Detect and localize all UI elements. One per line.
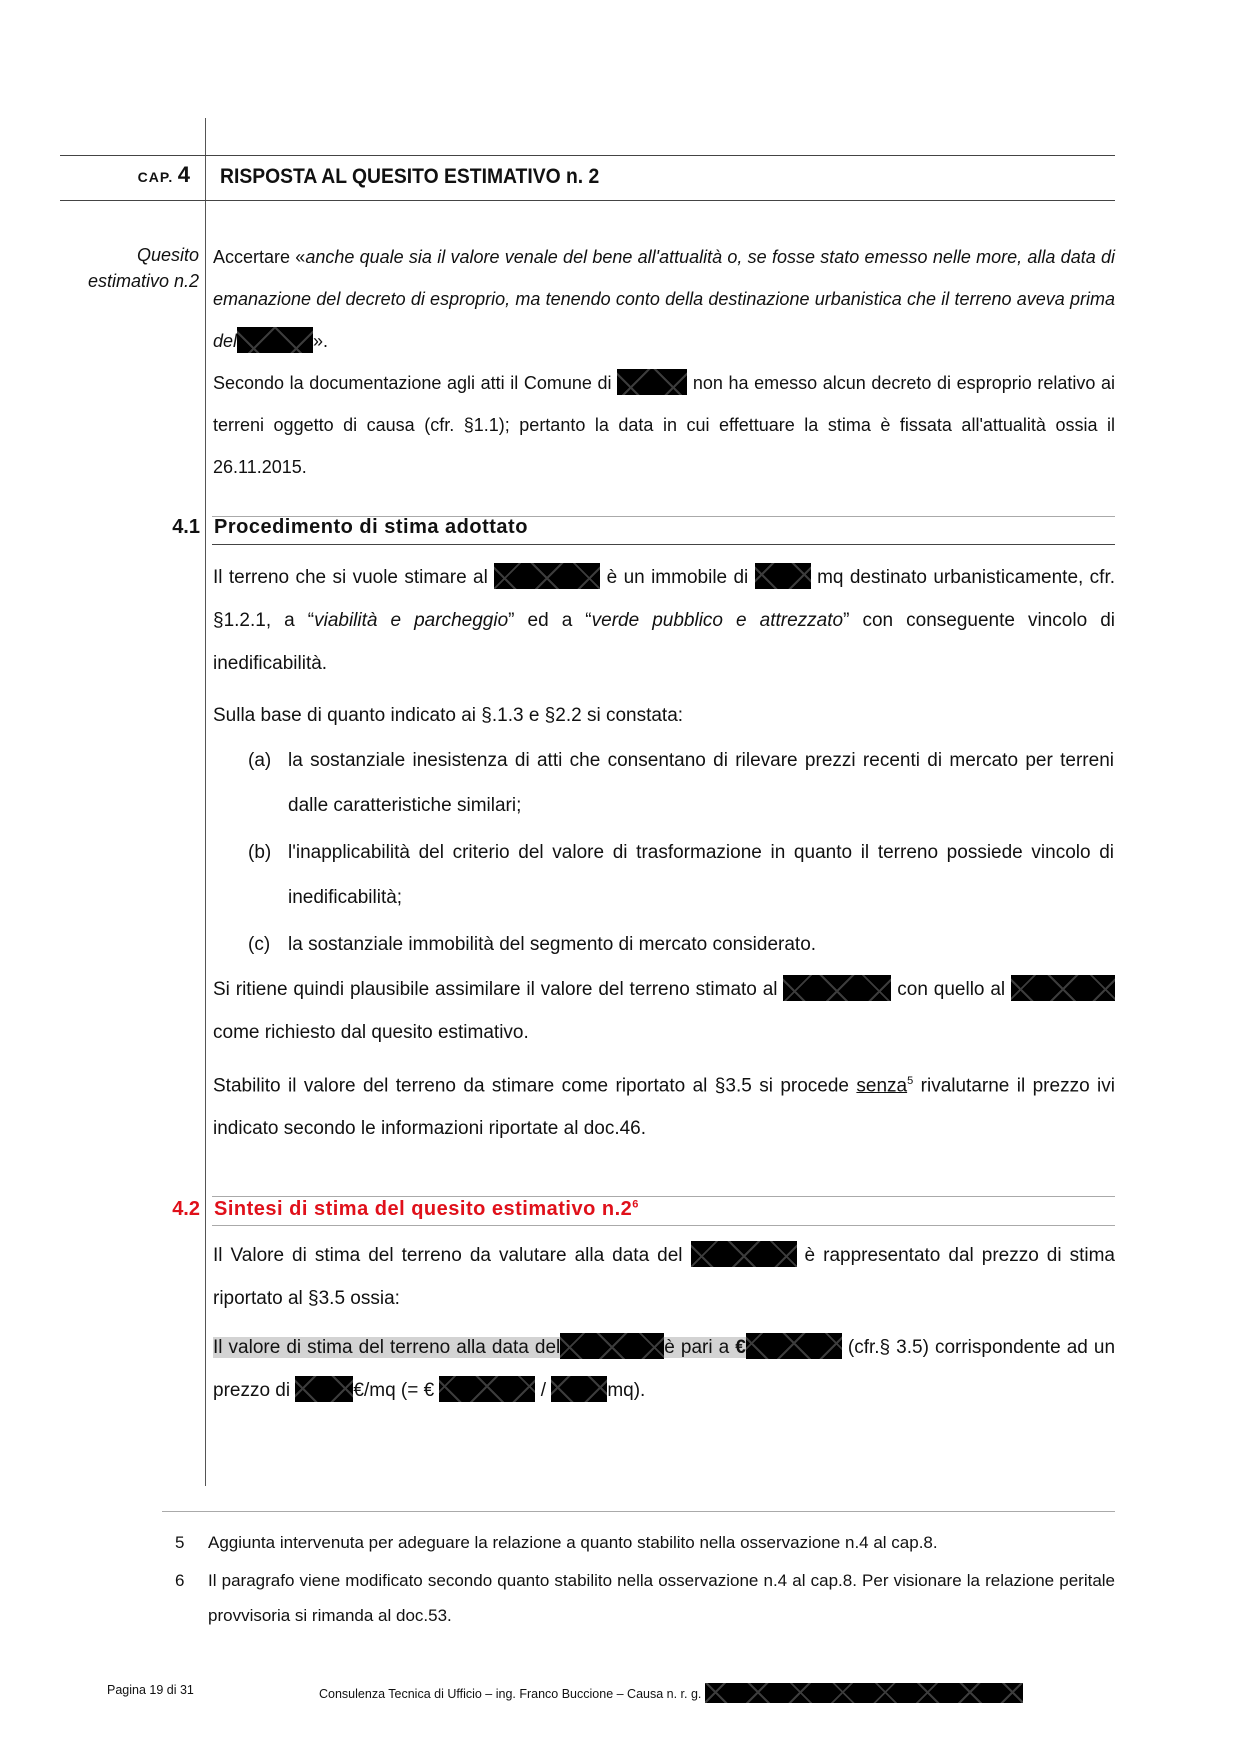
footnote-text: Il paragrafo viene modificato secondo quanto stabilito nella osservazione n.4 al cap.8. Per visionare la relazione peritale provvisoria si rimanda al doc.53.	[208, 1571, 1115, 1625]
text-span: Stabilito il valore del terreno da stimare come riportato al §3.5 si procede	[213, 1075, 857, 1097]
italic-text: viabilità e parcheggio	[314, 610, 509, 631]
redaction-box	[755, 563, 811, 589]
footnote-number: 6	[175, 1571, 185, 1590]
list-item-label: (c)	[248, 934, 271, 955]
section-4-2-title-text: Sintesi di stima del quesito estimativo n.2	[214, 1198, 633, 1220]
text-span: ” ed a “	[508, 610, 592, 631]
list-item-text: la sostanziale inesistenza di atti che consentano di rilevare prezzi recenti di mercato per terreni dalle caratteristiche similari;	[288, 750, 1114, 816]
section-4-1-paragraph-4	[213, 1060, 1115, 1150]
text-span: /	[540, 1380, 547, 1401]
text-span: con quello al	[897, 979, 1006, 1000]
section-4-2-bottom-rule	[212, 1225, 1115, 1226]
chapter-number	[60, 162, 190, 188]
redaction-box	[746, 1333, 842, 1359]
text-span: non ha emesso alcun decreto di esproprio relativo ai terreni oggetto di causa (cfr. §1.1); pertanto la data in cui effettuare la stima è fissata all'attualità ossia il 26.11.2015.	[213, 373, 1115, 477]
footnote-number: 5	[175, 1533, 185, 1552]
list-item-label: (a)	[248, 750, 272, 771]
section-4-2-top-rule	[212, 1196, 1115, 1197]
italic-quote: anche quale sia il valore venale del bene all'attualità o, se fosse stato emesso nelle more, alla data di emanazione del decreto di esproprio, ma tenendo conto della destinazione urbanistica che il terreno aveva prima del	[213, 247, 1115, 351]
redaction-box	[295, 1376, 353, 1402]
text-span: come richiesto dal quesito estimativo.	[213, 1022, 529, 1043]
section-4-2-paragraph-2	[213, 1326, 1115, 1412]
section-4-2-paragraph-1	[213, 1234, 1115, 1320]
text-span: mq).	[607, 1380, 646, 1401]
list-item-text: la sostanziale immobilità del segmento di mercato considerato.	[288, 934, 817, 955]
footnote-rule	[162, 1511, 1115, 1512]
page-number: Pagina 19 di 31	[107, 1683, 194, 1697]
section-4-2-number: 4.2	[172, 1198, 200, 1220]
list-item-text: l'inapplicabilità del criterio del valore di trasformazione in quanto il terreno possiede vincolo di inedificabilità;	[288, 842, 1114, 908]
margin-rule	[205, 118, 206, 1486]
section-4-1-bottom-rule	[212, 544, 1115, 545]
footnote-text: Aggiunta intervenuta per adeguare la relazione a quanto stabilito nella osservazione n.4 al cap.8.	[208, 1533, 938, 1552]
quesito-side-label	[88, 242, 199, 294]
text-span: Il Valore di stima del terreno da valutare alla data del	[213, 1245, 683, 1266]
header-top-rule	[60, 155, 1115, 156]
quesito-paragraph-1	[213, 236, 1115, 362]
footnote	[175, 1525, 1115, 1560]
redaction-box	[783, 975, 891, 1001]
text-span: mq destinato urbanisticamente, cfr. §1.2.1, a “	[213, 567, 1116, 631]
quesito-paragraph-2	[213, 362, 1115, 488]
text-span: Il valore di stima del terreno alla data del	[213, 1337, 561, 1358]
text-span: ».	[313, 331, 329, 351]
redaction-box	[691, 1241, 797, 1267]
euro-sign: €	[735, 1337, 746, 1358]
redaction-box	[551, 1376, 607, 1402]
redaction-box	[560, 1333, 664, 1359]
section-4-1-title: Procedimento di stima adottato	[214, 516, 528, 538]
text-span: Accertare «	[213, 247, 306, 267]
text-span: Il terreno che si vuole stimare al	[213, 567, 488, 588]
redaction-box	[617, 369, 687, 395]
side-label-line-2: estimativo n.2	[87, 271, 199, 291]
text-span: ” con conseguente vincolo di inedificabilità.	[213, 610, 1115, 674]
text-span: Secondo la documentazione agli atti il Comune di	[213, 373, 612, 393]
header-bottom-rule	[60, 200, 1115, 201]
text-span: rivalutarne il prezzo ivi indicato secondo le informazioni riportate al doc.46.	[213, 1075, 1115, 1140]
highlighted-text	[213, 1337, 746, 1358]
list-item	[248, 922, 1114, 967]
text-span: (cfr.§ 3.5) corrispondente ad un prezzo di	[213, 1337, 1116, 1401]
chapter-title: RISPOSTA AL QUESITO ESTIMATIVO n. 2	[220, 165, 600, 188]
list-item-label: (b)	[248, 842, 272, 863]
section-4-2-title	[214, 1198, 639, 1221]
text-span: Si ritiene quindi plausibile assimilare il valore del terreno stimato al	[213, 979, 778, 1000]
underlined-text: senza	[856, 1075, 908, 1097]
redaction-box	[494, 563, 600, 589]
footer-info-text: Consulenza Tecnica di Ufficio – ing. Franco Buccione – Causa n. r. g.	[319, 1687, 702, 1701]
chapter-number-value: 4	[177, 162, 190, 187]
section-4-1-number: 4.1	[172, 516, 200, 538]
text-span: è rappresentato dal prezzo di stima riportato al §3.5 ossia:	[213, 1245, 1115, 1309]
list-item	[248, 830, 1114, 920]
footnote-ref-6: 6	[632, 1198, 639, 1211]
section-4-1-paragraph-2: Sulla base di quanto indicato ai §.1.3 e §2.2 si constata:	[213, 705, 684, 726]
redaction-box	[705, 1683, 1023, 1703]
redaction-box	[237, 327, 313, 353]
text-span: €/mq (= €	[353, 1380, 435, 1401]
side-label-line-1: Quesito	[136, 245, 199, 265]
section-4-1-paragraph-3	[213, 968, 1115, 1054]
italic-text: verde pubblico e attrezzato	[591, 610, 844, 631]
text-span: è un immobile di	[606, 567, 749, 588]
footnote	[175, 1563, 1115, 1633]
list-item	[248, 738, 1114, 828]
footer-info	[319, 1683, 1023, 1703]
text-span: è pari a	[664, 1337, 736, 1358]
footnote-ref-5: 5	[907, 1075, 914, 1087]
section-4-1-paragraph-1	[213, 556, 1115, 685]
redaction-box	[1011, 975, 1115, 1001]
redaction-box	[439, 1376, 535, 1402]
chapter-label: CAP.	[137, 169, 174, 185]
